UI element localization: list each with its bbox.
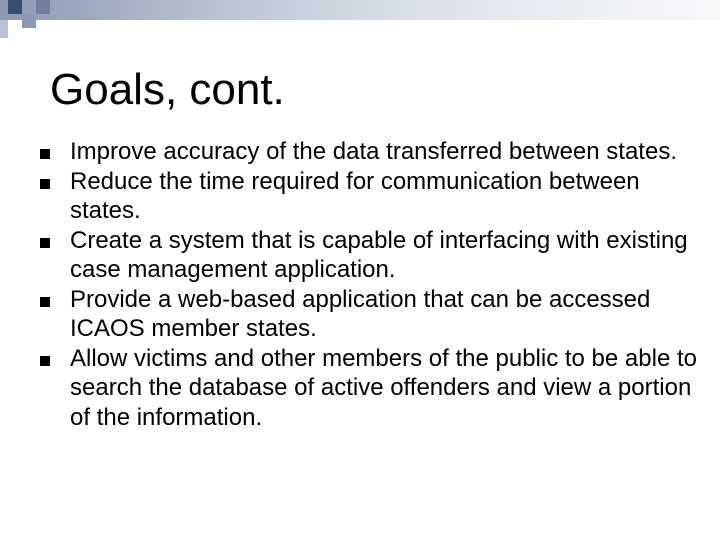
bullet-text: Allow victims and other members of the public to be able to search the database of active offenders and view a portion of the information. — [70, 344, 697, 431]
list-item — [40, 226, 700, 285]
square-bullet-icon — [40, 238, 50, 248]
list-item — [40, 344, 700, 433]
square-bullet-icon — [40, 356, 50, 366]
bullet-list — [40, 137, 700, 432]
bullet-text: Provide a web-based application that can be accessed ICAOS member states. — [70, 285, 651, 342]
square-bullet-icon — [40, 179, 50, 189]
bullet-text: Create a system that is capable of interfacing with existing case management application. — [70, 226, 688, 283]
header-decoration — [0, 0, 720, 40]
list-item — [40, 167, 700, 226]
bullet-text: Improve accuracy of the data transferred between states. — [70, 138, 677, 165]
list-item — [40, 137, 700, 167]
slide-title: Goals, cont. — [50, 65, 285, 114]
bullet-text: Reduce the time required for communication between states. — [70, 167, 640, 224]
square-bullet-icon — [40, 297, 50, 307]
decoration-square — [22, 14, 36, 28]
decoration-square — [8, 0, 22, 14]
decoration-square — [0, 20, 8, 38]
square-bullet-icon — [40, 149, 50, 159]
list-item — [40, 285, 700, 344]
decoration-square — [36, 0, 50, 14]
